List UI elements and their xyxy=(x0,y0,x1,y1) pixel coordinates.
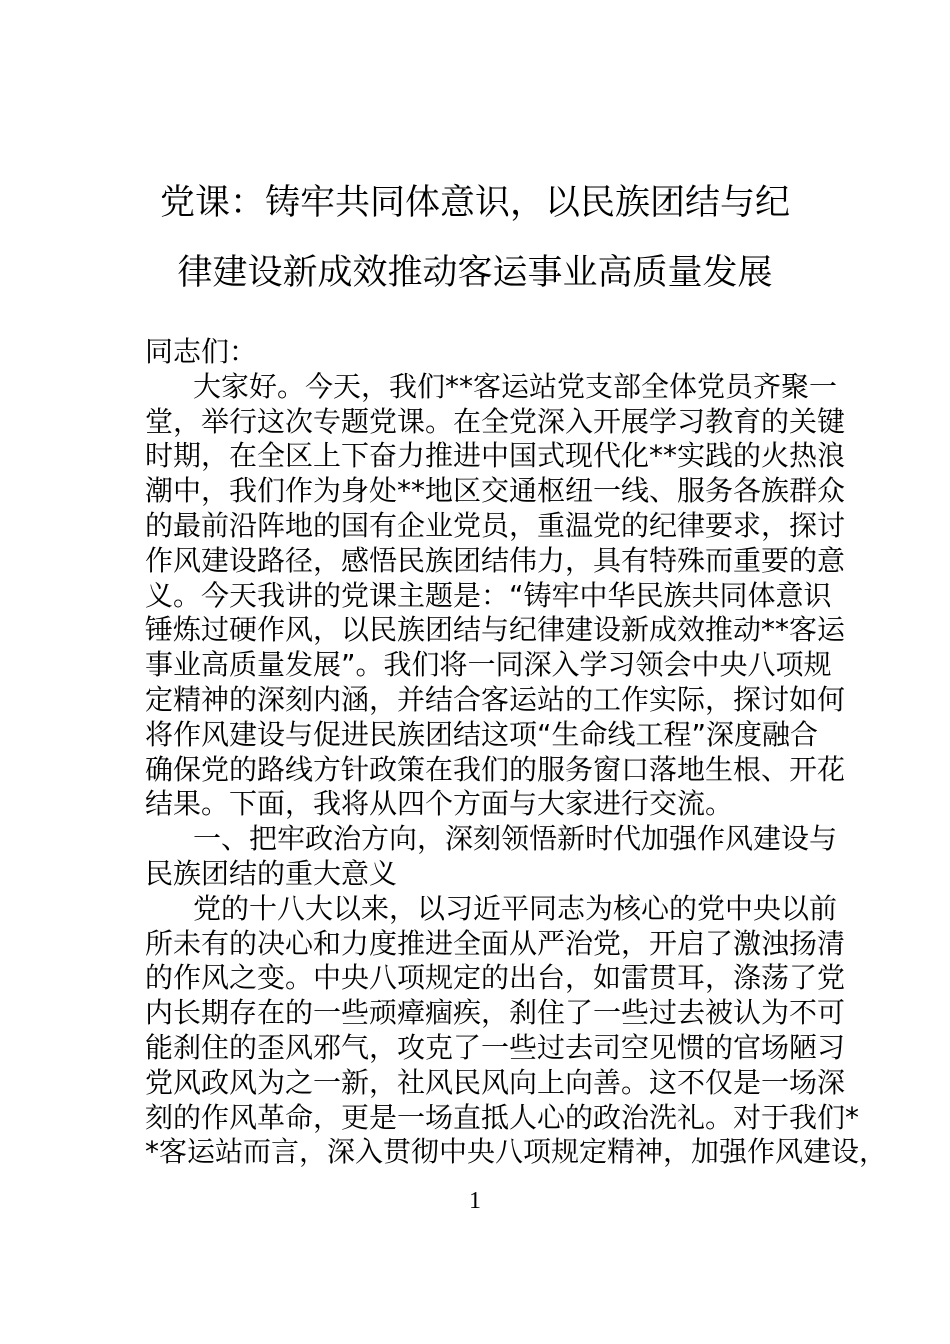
text-line: 党风政风为之一新，社风民风向上向善。这不仅是一场深 xyxy=(145,1065,846,1099)
text-line: 的作风之变。中央八项规定的出台，如雷贯耳，涤荡了党 xyxy=(145,961,846,995)
section-heading-line: 一、把牢政治方向，深刻领悟新时代加强作风建设与 xyxy=(193,822,838,856)
text-line: 党的十八大以来，以习近平同志为核心的党中央以前 xyxy=(193,891,838,925)
text-line: 作风建设路径，感悟民族团结伟力，具有特殊而重要的意 xyxy=(145,543,846,577)
text-line: 结果。下面，我将从四个方面与大家进行交流。 xyxy=(145,787,734,821)
text-line: 确保党的路线方针政策在我们的服务窗口落地生根、开花 xyxy=(145,752,846,786)
text-line: 能刹住的歪风邪气，攻克了一些过去司空见惯的官场陋习 xyxy=(145,1030,846,1064)
text-line: 潮中，我们作为身处**地区交通枢纽一线、服务各族群众 xyxy=(145,474,846,508)
text-line: 将作风建设与促进民族团结这项“生命线工程”深度融合 xyxy=(145,717,819,751)
document-body xyxy=(145,335,935,1170)
text-line: *客运站而言，深入贯彻中央八项规定精神，加强作风建设， xyxy=(145,1135,888,1169)
text-line: 刻的作风革命，更是一场直抵人心的政治洗礼。对于我们* xyxy=(145,1100,860,1134)
document-title-line-1: 党课：铸牢共同体意识，以民族团结与纪 xyxy=(159,183,790,223)
text-line: 义。今天我讲的党课主题是：“铸牢中华民族共同体意识 xyxy=(145,578,832,612)
section-heading-line: 民族团结的重大意义 xyxy=(145,856,398,890)
text-line: 时期，在全区上下奋力推进中国式现代化**实践的火热浪 xyxy=(145,439,846,473)
text-line: 的最前沿阵地的国有企业党员，重温党的纪律要求，探讨 xyxy=(145,508,846,542)
text-line: 所未有的决心和力度推进全面从严治党，开启了激浊扬清 xyxy=(145,926,846,960)
document-title-line-2: 律建设新成效推动客运事业高质量发展 xyxy=(177,253,773,293)
page-number: 1 xyxy=(469,1188,481,1214)
text-line: 锤炼过硬作风，以民族团结与纪律建设新成效推动**客运 xyxy=(145,613,846,647)
text-line: 事业高质量发展”。我们将一同深入学习领会中央八项规 xyxy=(145,648,832,682)
text-line: 定精神的深刻内涵，并结合客运站的工作实际，探讨如何 xyxy=(145,682,846,716)
text-line: 堂，举行这次专题党课。在全党深入开展学习教育的关键 xyxy=(145,404,846,438)
text-line: 内长期存在的一些顽瘴痼疾，刹住了一些过去被认为不可 xyxy=(145,996,846,1030)
text-line: 大家好。今天，我们**客运站党支部全体党员齐聚一 xyxy=(193,369,838,403)
text-line: 同志们： xyxy=(145,335,258,368)
